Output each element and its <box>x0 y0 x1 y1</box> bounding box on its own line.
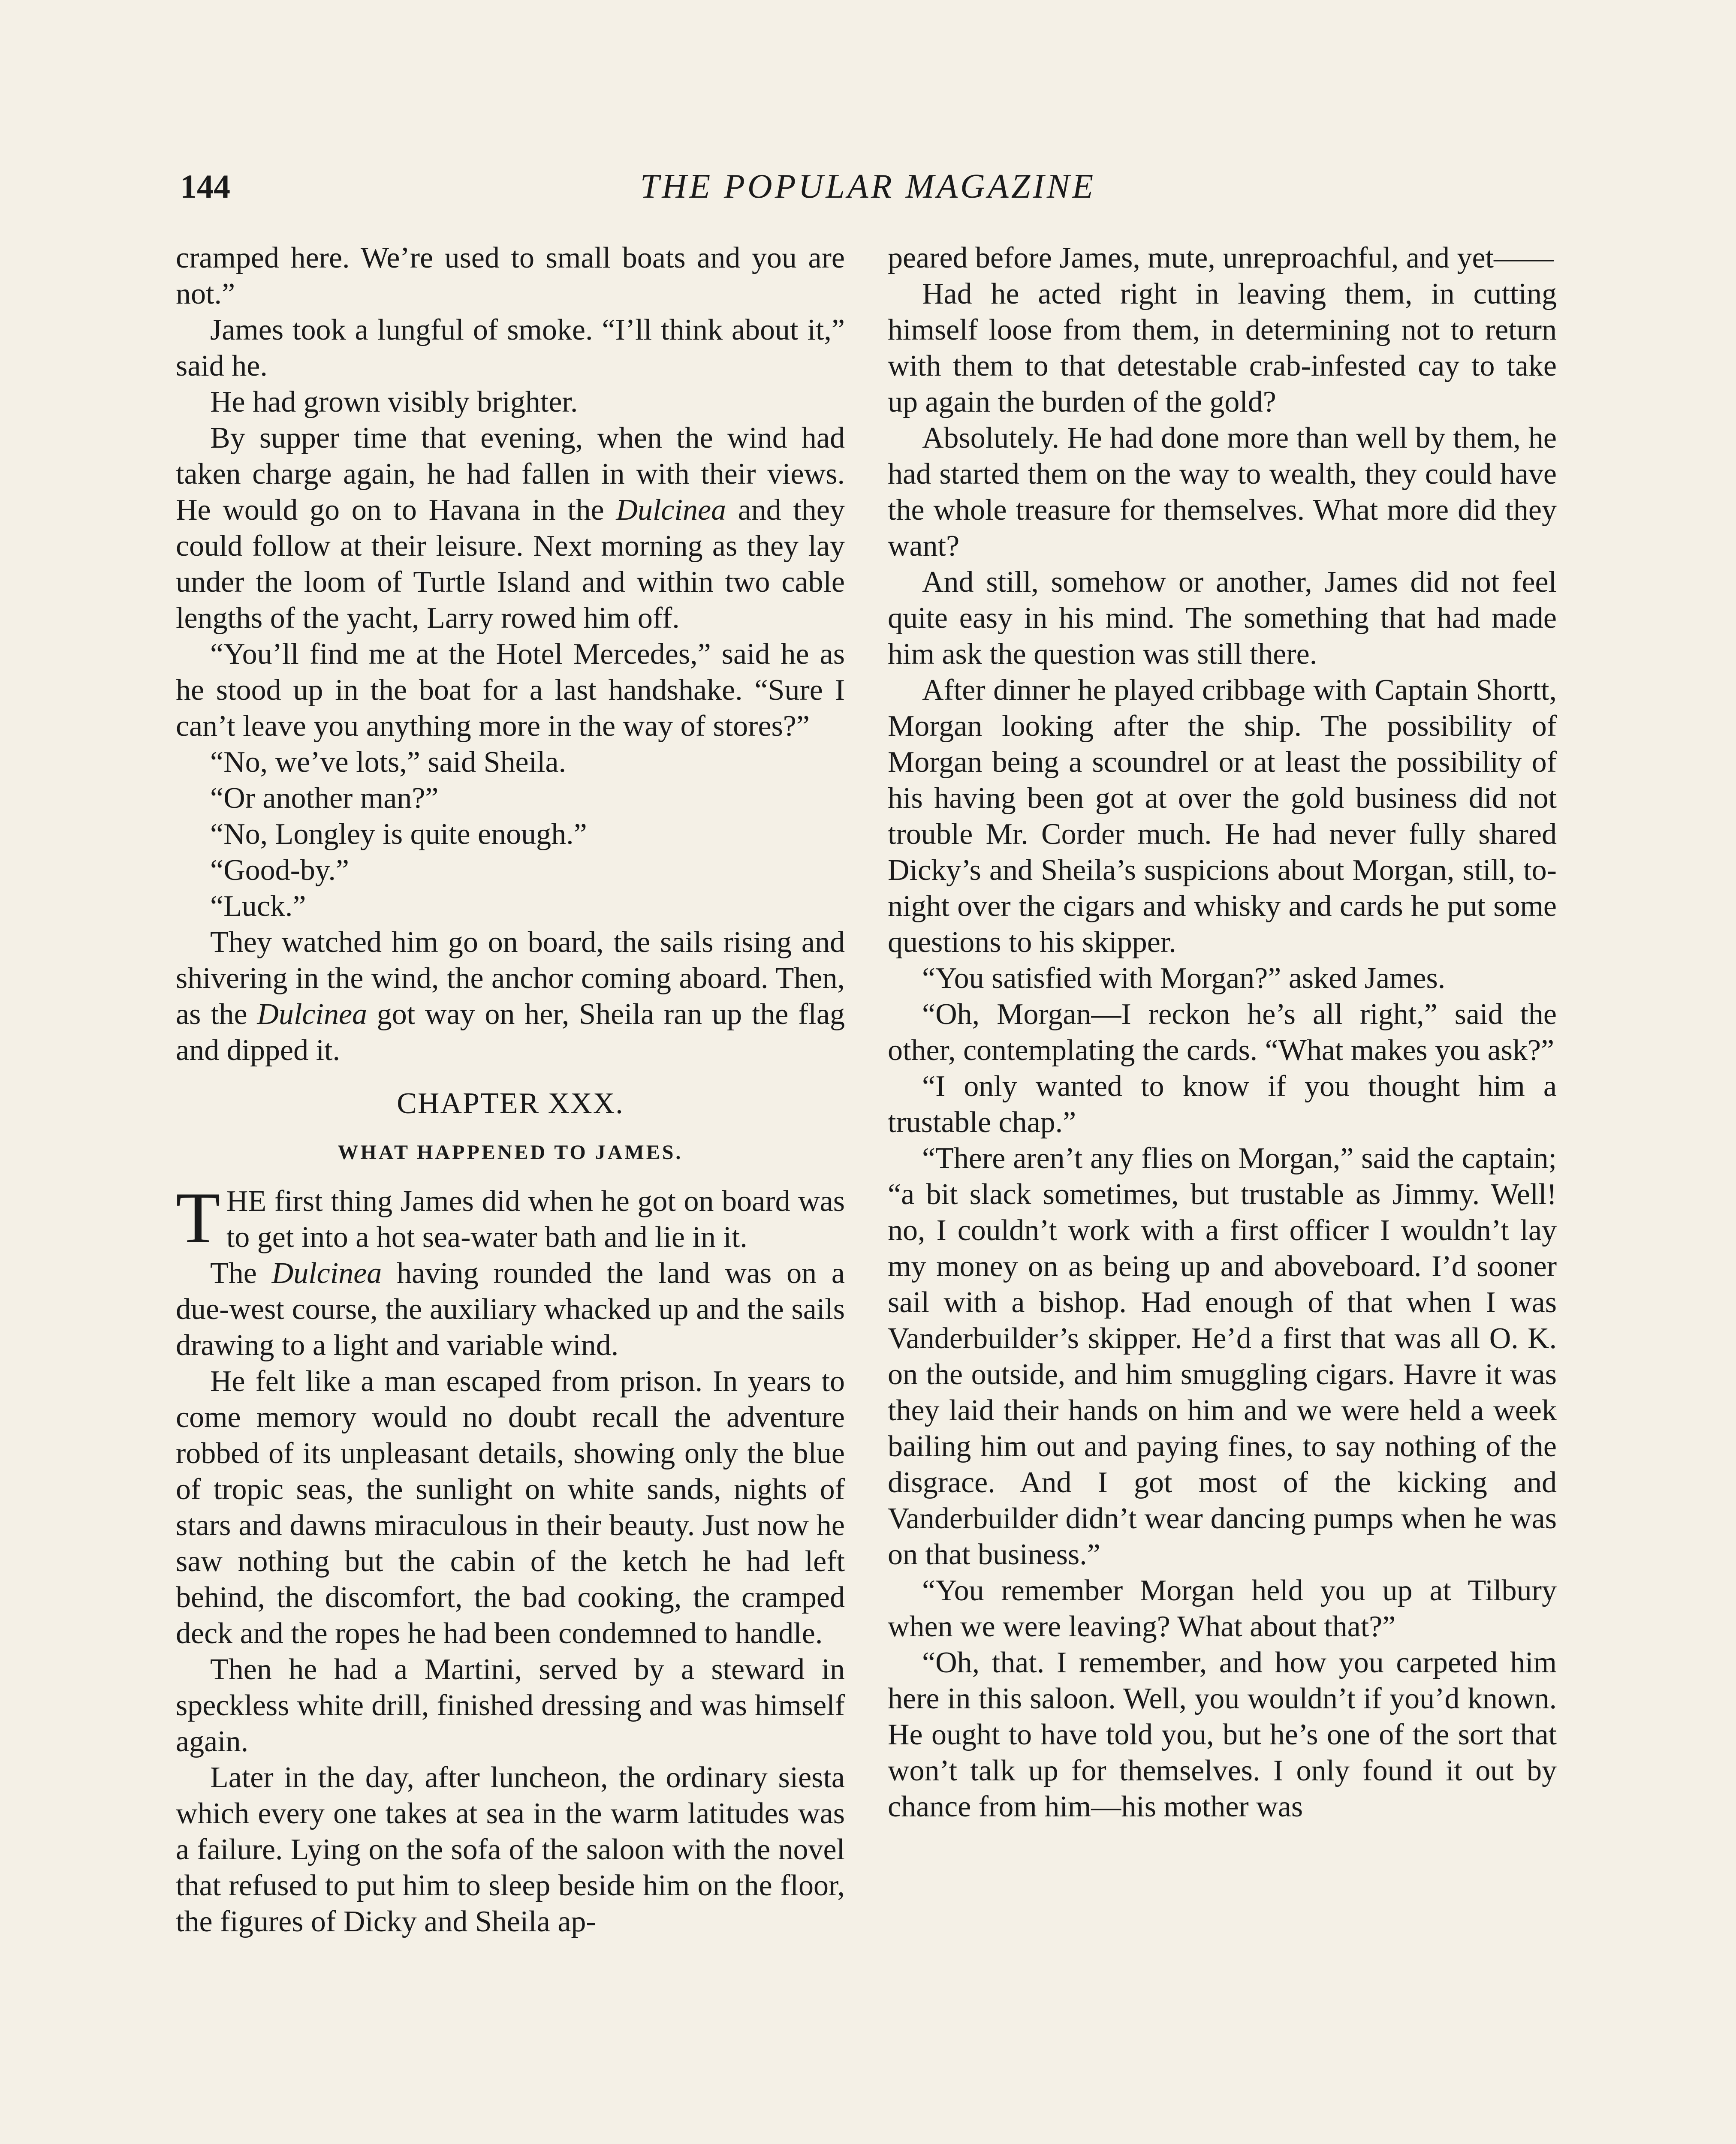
paragraph <box>176 924 845 1069</box>
text-run: HE first thing James did when he got on board was to get into a hot sea-water bath and lie in it. <box>226 1185 845 1254</box>
running-head: THE POPULAR MAGAZINE <box>640 168 1096 205</box>
paragraph: James took a lungful of smoke. “I’ll think about it,” said he. <box>176 313 845 382</box>
paragraph: “No, we’ve lots,” said Sheila. <box>210 746 567 779</box>
paragraph: “You’ll find me at the Hotel Mercedes,” said he as he stood up in the boat for a last handshake. “Sure I can’t leave you anything more in the way of stores?” <box>176 638 845 743</box>
chapter-title: CHAPTER XXX. <box>397 1087 624 1120</box>
paragraph <box>176 420 845 636</box>
paragraph: “Luck.” <box>210 890 306 923</box>
paragraph: “There aren’t any flies on Morgan,” said the captain; “a bit slack sometimes, but trustable as Jimmy. Well! no, I couldn’t work with a first officer I wouldn’t lay my money on as being up and aboveboard. I’d sooner sail with a bishop. Had enough of that when I was Vanderbuilder’s skipper. He’d a first that was all O. K. on the outside, and him smuggling cigars. Havre it was they laid their hands on him and we were held a week bailing him out and paying fines, to say nothing of the disgrace. And I got most of the kicking and Vanderbuilder didn’t wear dancing pumps when he was on that business.” <box>888 1142 1557 1571</box>
ship-name: Dulcinea <box>271 1257 382 1290</box>
paragraph: “You remember Morgan held you up at Tilbury when we were leaving? What about that?” <box>888 1574 1557 1643</box>
paragraph: Had he acted right in leaving them, in cutting himself loose from them, in determining not to return with them to that detestable crab-infested cay to take up again the burden of the gold? <box>888 277 1557 419</box>
paragraph: And still, somehow or another, James did not feel quite easy in his mind. The something that had made him ask the question was still there. <box>888 566 1557 671</box>
drop-cap: T <box>176 1177 220 1258</box>
ship-name: Dulcinea <box>616 494 726 527</box>
paragraph: After dinner he played cribbage with Captain Shortt, Morgan looking after the ship. The possibility of Morgan being a scoundrel or at least the possibility of his having been got at over the gold business did not trouble Mr. Corder much. He had never fully shared Dicky’s and Sheila’s suspicions about Morgan, still, to-night over the cigars and whisky and cards he put some questions to his skipper. <box>888 674 1557 959</box>
paragraph: “You satisfied with Morgan?” asked James. <box>922 962 1446 995</box>
text-run: They watched him go on board, the sails rising and shivering in the wind, the anchor coming aboard. Then, as the <box>176 926 845 1031</box>
right-column <box>888 240 1557 1825</box>
paragraph: He had grown visibly brighter. <box>210 385 578 419</box>
paragraph: He felt like a man escaped from prison. In years to come memory would no doubt recall the adventure robbed of its unpleasant details, showing only the blue of tropic seas, the sunlight on white sands, nights of stars and dawns miraculous in their beauty. Just now he saw nothing but the cabin of the ketch he had left behind, the discomfort, the bad cooking, the cramped deck and the ropes he had been condemned to handle. <box>176 1365 845 1650</box>
paragraph: “Oh, that. I remember, and how you carpeted him here in this saloon. Well, you wouldn’t if you’d known. He ought to have told you, but he’s one of the sort that won’t talk up for themselves. I only found it out by chance from him—his mother was <box>888 1646 1557 1823</box>
paragraph: cramped here. We’re used to small boats and you are not.” <box>176 241 845 310</box>
paragraph: “Good-by.” <box>210 854 349 887</box>
ship-name: Dulcinea <box>257 998 368 1031</box>
paragraph: “No, Longley is quite enough.” <box>210 818 587 851</box>
paragraph <box>176 1256 845 1364</box>
text-run: By supper time that evening, when the wind had taken charge again, he had fallen in with their views. He would go on to Havana in the <box>176 422 845 527</box>
paragraph: peared before James, mute, unreproachful, and yet—— <box>888 241 1554 274</box>
paragraph: Absolutely. He had done more than well by them, he had started them on the way to wealth, they could have the whole treasure for themselves. What more did they want? <box>888 422 1557 563</box>
text-run: The <box>210 1257 272 1290</box>
text-run: got way on her, Sheila ran up the flag and dipped it. <box>176 998 845 1067</box>
paragraph: “Oh, Morgan—I reckon he’s all right,” said the other, contemplating the cards. “What makes you ask?” <box>888 998 1557 1067</box>
left-column <box>176 240 845 1940</box>
text-run: having rounded the land was on a due-west course, the auxiliary whacked up and the sails drawing to a light and variable wind. <box>176 1257 845 1362</box>
paragraph: “I only wanted to know if you thought him a trustable chap.” <box>888 1070 1557 1139</box>
page-number: 144 <box>180 168 230 205</box>
chapter-subtitle: WHAT HAPPENED TO JAMES. <box>338 1141 683 1164</box>
paragraph: “Or another man?” <box>210 782 439 815</box>
paragraph: Then he had a Martini, served by a steward in speckless white drill, finished dressing and was himself again. <box>176 1653 845 1758</box>
paragraph: Later in the day, after luncheon, the ordinary siesta which every one takes at sea in the warm latitudes was a failure. Lying on the sofa of the saloon with the novel that refused to put him to sleep beside him on the floor, the figures of Dicky and Sheila ap- <box>176 1761 845 1938</box>
paragraph <box>176 1177 845 1258</box>
text-run: and they could follow at their leisure. Next morning as they lay under the loom of Turtle Island and within two cable lengths of the yacht, Larry rowed him off. <box>176 494 845 635</box>
